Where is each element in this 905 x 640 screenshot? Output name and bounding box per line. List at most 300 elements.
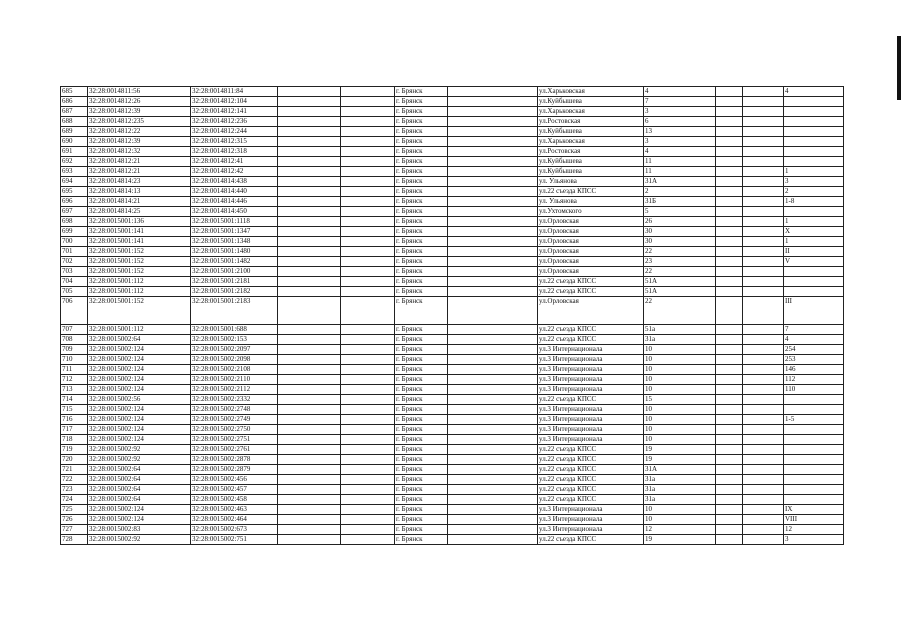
apartment-number-cell [784, 277, 844, 287]
row-number-cell: 728 [61, 535, 88, 545]
apartment-number-cell: 1 [784, 167, 844, 177]
object-cadastral-number-cell: 32:28:0014814:450 [191, 207, 278, 217]
empty-col-7-cell [448, 197, 538, 207]
apartment-number-cell [784, 107, 844, 117]
object-cadastral-number-cell: 32:28:0014812:318 [191, 147, 278, 157]
empty-col-7-cell [448, 297, 538, 325]
empty-col-4-cell [278, 277, 341, 287]
row-number-cell: 695 [61, 187, 88, 197]
object-cadastral-number-cell: 32:28:0014814:440 [191, 187, 278, 197]
object-cadastral-number-cell: 32:28:0015001:2181 [191, 277, 278, 287]
apartment-number-cell [784, 435, 844, 445]
empty-col-10-cell [716, 455, 743, 465]
empty-col-11-cell [743, 127, 784, 137]
apartment-number-cell [784, 495, 844, 505]
street-cell: ул.22 съезда КПСС [538, 325, 644, 335]
object-cadastral-number-cell: 32:28:0015001:2182 [191, 287, 278, 297]
city-cell: г. Брянск [395, 375, 448, 385]
empty-col-4-cell [278, 167, 341, 177]
empty-col-11-cell [743, 177, 784, 187]
empty-col-5-cell [341, 207, 395, 217]
empty-col-10-cell [716, 475, 743, 485]
empty-col-11-cell [743, 227, 784, 237]
street-cell: ул.22 съезда КПСС [538, 395, 644, 405]
street-cell: ул.3 Интернационала [538, 385, 644, 395]
row-number-cell: 706 [61, 297, 88, 325]
object-cadastral-number-cell: 32:28:0015002:2761 [191, 445, 278, 455]
empty-col-5-cell [341, 355, 395, 365]
apartment-number-cell: 3 [784, 535, 844, 545]
empty-col-7-cell [448, 257, 538, 267]
street-cell: ул.22 съезда КПСС [538, 455, 644, 465]
row-number-cell: 711 [61, 365, 88, 375]
apartment-number-cell: 12 [784, 525, 844, 535]
street-cell: ул.3 Интернационала [538, 375, 644, 385]
city-cell: г. Брянск [395, 495, 448, 505]
parcel-cadastral-number-cell: 32:28:0015001:112 [88, 287, 191, 297]
apartment-number-cell: IX [784, 505, 844, 515]
street-cell: ул.22 съезда КПСС [538, 495, 644, 505]
empty-col-7-cell [448, 187, 538, 197]
street-cell: ул.22 съезда КПСС [538, 287, 644, 297]
table-body [61, 87, 844, 545]
empty-col-10-cell [716, 297, 743, 325]
house-number-cell: 26 [644, 217, 716, 227]
street-cell: ул.3 Интернационала [538, 435, 644, 445]
city-cell: г. Брянск [395, 277, 448, 287]
table-row [61, 127, 844, 137]
empty-col-4-cell [278, 157, 341, 167]
street-cell: ул.Куйбышева [538, 167, 644, 177]
empty-col-7-cell [448, 167, 538, 177]
table-row [61, 167, 844, 177]
city-cell: г. Брянск [395, 297, 448, 325]
apartment-number-cell [784, 405, 844, 415]
table-row [61, 325, 844, 335]
street-cell: ул.Куйбышева [538, 97, 644, 107]
street-cell: ул.Ростовская [538, 117, 644, 127]
object-cadastral-number-cell: 32:28:0015001:1118 [191, 217, 278, 227]
house-number-cell: 51А [644, 287, 716, 297]
house-number-cell: 3 [644, 137, 716, 147]
empty-col-10-cell [716, 445, 743, 455]
empty-col-4-cell [278, 247, 341, 257]
empty-col-7-cell [448, 137, 538, 147]
house-number-cell: 13 [644, 127, 716, 137]
house-number-cell: 10 [644, 375, 716, 385]
row-number-cell: 717 [61, 425, 88, 435]
street-cell: ул.22 съезда КПСС [538, 445, 644, 455]
object-cadastral-number-cell: 32:28:0015001:1482 [191, 257, 278, 267]
empty-col-10-cell [716, 277, 743, 287]
parcel-cadastral-number-cell: 32:28:0015002:124 [88, 385, 191, 395]
object-cadastral-number-cell: 32:28:0015002:2749 [191, 415, 278, 425]
table-row [61, 415, 844, 425]
object-cadastral-number-cell: 32:28:0015002:463 [191, 505, 278, 515]
apartment-number-cell: 1 [784, 237, 844, 247]
empty-col-10-cell [716, 237, 743, 247]
row-number-cell: 709 [61, 345, 88, 355]
empty-col-10-cell [716, 495, 743, 505]
empty-col-10-cell [716, 365, 743, 375]
house-number-cell: 10 [644, 425, 716, 435]
empty-col-5-cell [341, 167, 395, 177]
object-cadastral-number-cell: 32:28:0014812:141 [191, 107, 278, 117]
row-number-cell: 698 [61, 217, 88, 227]
row-number-cell: 715 [61, 405, 88, 415]
object-cadastral-number-cell: 32:28:0015002:2332 [191, 395, 278, 405]
table-row [61, 87, 844, 97]
empty-col-4-cell [278, 187, 341, 197]
empty-col-4-cell [278, 365, 341, 375]
parcel-cadastral-number-cell: 32:28:0015002:124 [88, 515, 191, 525]
object-cadastral-number-cell: 32:28:0014812:236 [191, 117, 278, 127]
object-cadastral-number-cell: 32:28:0014812:42 [191, 167, 278, 177]
empty-col-5-cell [341, 425, 395, 435]
table-row [61, 297, 844, 325]
street-cell: ул.3 Интернационала [538, 345, 644, 355]
empty-col-11-cell [743, 217, 784, 227]
apartment-number-cell: 3 [784, 177, 844, 187]
empty-col-4-cell [278, 525, 341, 535]
house-number-cell: 11 [644, 167, 716, 177]
parcel-cadastral-number-cell: 32:28:0014812:21 [88, 167, 191, 177]
empty-col-11-cell [743, 207, 784, 217]
street-cell: ул.Ухтомского [538, 207, 644, 217]
parcel-cadastral-number-cell: 32:28:0014812:39 [88, 137, 191, 147]
street-cell: ул.Орловская [538, 237, 644, 247]
apartment-number-cell: 4 [784, 87, 844, 97]
table-row [61, 385, 844, 395]
parcel-cadastral-number-cell: 32:28:0015001:141 [88, 237, 191, 247]
object-cadastral-number-cell: 32:28:0015002:2097 [191, 345, 278, 355]
parcel-cadastral-number-cell: 32:28:0014812:22 [88, 127, 191, 137]
empty-col-4-cell [278, 257, 341, 267]
empty-col-4-cell [278, 505, 341, 515]
apartment-number-cell [784, 207, 844, 217]
empty-col-10-cell [716, 505, 743, 515]
object-cadastral-number-cell: 32:28:0014811:84 [191, 87, 278, 97]
empty-col-11-cell [743, 525, 784, 535]
empty-col-5-cell [341, 97, 395, 107]
empty-col-7-cell [448, 237, 538, 247]
empty-col-10-cell [716, 525, 743, 535]
empty-col-5-cell [341, 267, 395, 277]
street-cell: ул.Орловская [538, 267, 644, 277]
street-cell: ул.22 съезда КПСС [538, 335, 644, 345]
table-row [61, 435, 844, 445]
empty-col-11-cell [743, 335, 784, 345]
apartment-number-cell [784, 117, 844, 127]
house-number-cell: 15 [644, 395, 716, 405]
row-number-cell: 726 [61, 515, 88, 525]
empty-col-7-cell [448, 267, 538, 277]
empty-col-4-cell [278, 147, 341, 157]
city-cell: г. Брянск [395, 445, 448, 455]
empty-col-10-cell [716, 425, 743, 435]
parcel-cadastral-number-cell: 32:28:0015002:124 [88, 345, 191, 355]
parcel-cadastral-number-cell: 32:28:0015002:64 [88, 485, 191, 495]
empty-col-11-cell [743, 365, 784, 375]
empty-col-10-cell [716, 137, 743, 147]
empty-col-10-cell [716, 207, 743, 217]
empty-col-5-cell [341, 237, 395, 247]
empty-col-11-cell [743, 117, 784, 127]
house-number-cell: 10 [644, 385, 716, 395]
city-cell: г. Брянск [395, 435, 448, 445]
empty-col-10-cell [716, 335, 743, 345]
empty-col-11-cell [743, 355, 784, 365]
empty-col-11-cell [743, 147, 784, 157]
empty-col-11-cell [743, 197, 784, 207]
empty-col-11-cell [743, 87, 784, 97]
row-number-cell: 710 [61, 355, 88, 365]
empty-col-5-cell [341, 435, 395, 445]
empty-col-10-cell [716, 385, 743, 395]
empty-col-4-cell [278, 137, 341, 147]
empty-col-5-cell [341, 257, 395, 267]
empty-col-7-cell [448, 247, 538, 257]
house-number-cell: 11 [644, 157, 716, 167]
empty-col-11-cell [743, 167, 784, 177]
empty-col-10-cell [716, 157, 743, 167]
parcel-cadastral-number-cell: 32:28:0015001:136 [88, 217, 191, 227]
empty-col-7-cell [448, 495, 538, 505]
table-row [61, 365, 844, 375]
table-row [61, 525, 844, 535]
street-cell: ул.3 Интернационала [538, 425, 644, 435]
empty-col-7-cell [448, 227, 538, 237]
empty-col-10-cell [716, 345, 743, 355]
street-cell: ул.Орловская [538, 227, 644, 237]
empty-col-4-cell [278, 425, 341, 435]
parcel-cadastral-number-cell: 32:28:0015002:64 [88, 465, 191, 475]
city-cell: г. Брянск [395, 535, 448, 545]
empty-col-4-cell [278, 455, 341, 465]
row-number-cell: 701 [61, 247, 88, 257]
row-number-cell: 712 [61, 375, 88, 385]
city-cell: г. Брянск [395, 157, 448, 167]
city-cell: г. Брянск [395, 197, 448, 207]
parcel-cadastral-number-cell: 32:28:0014812:32 [88, 147, 191, 157]
parcel-cadastral-number-cell: 32:28:0015002:92 [88, 455, 191, 465]
empty-col-10-cell [716, 147, 743, 157]
house-number-cell: 31А [644, 465, 716, 475]
house-number-cell: 4 [644, 147, 716, 157]
empty-col-11-cell [743, 395, 784, 405]
house-number-cell: 31а [644, 475, 716, 485]
house-number-cell: 51А [644, 277, 716, 287]
object-cadastral-number-cell: 32:28:0015002:751 [191, 535, 278, 545]
house-number-cell: 31а [644, 335, 716, 345]
table-row [61, 345, 844, 355]
empty-col-10-cell [716, 415, 743, 425]
empty-col-5-cell [341, 385, 395, 395]
house-number-cell: 31а [644, 495, 716, 505]
table-row [61, 287, 844, 297]
city-cell: г. Брянск [395, 475, 448, 485]
parcel-cadastral-number-cell: 32:28:0015001:141 [88, 227, 191, 237]
table-row [61, 97, 844, 107]
row-number-cell: 691 [61, 147, 88, 157]
parcel-cadastral-number-cell: 32:28:0015002:124 [88, 405, 191, 415]
empty-col-10-cell [716, 117, 743, 127]
row-number-cell: 688 [61, 117, 88, 127]
table-row [61, 355, 844, 365]
apartment-number-cell [784, 147, 844, 157]
apartment-number-cell: 7 [784, 325, 844, 335]
city-cell: г. Брянск [395, 485, 448, 495]
empty-col-7-cell [448, 505, 538, 515]
empty-col-5-cell [341, 325, 395, 335]
parcel-cadastral-number-cell: 32:28:0015001:152 [88, 297, 191, 325]
row-number-cell: 707 [61, 325, 88, 335]
row-number-cell: 714 [61, 395, 88, 405]
house-number-cell: 19 [644, 445, 716, 455]
street-cell: ул.3 Интернационала [538, 365, 644, 375]
empty-col-4-cell [278, 325, 341, 335]
row-number-cell: 718 [61, 435, 88, 445]
empty-col-11-cell [743, 375, 784, 385]
apartment-number-cell [784, 445, 844, 455]
parcel-cadastral-number-cell: 32:28:0014812:21 [88, 157, 191, 167]
apartment-number-cell [784, 425, 844, 435]
empty-col-10-cell [716, 177, 743, 187]
parcel-cadastral-number-cell: 32:28:0014812:26 [88, 97, 191, 107]
empty-col-4-cell [278, 87, 341, 97]
table-row [61, 177, 844, 187]
row-number-cell: 720 [61, 455, 88, 465]
empty-col-5-cell [341, 365, 395, 375]
apartment-number-cell: V [784, 257, 844, 267]
empty-col-4-cell [278, 207, 341, 217]
house-number-cell: 19 [644, 455, 716, 465]
empty-col-4-cell [278, 107, 341, 117]
street-cell: ул.Харьковская [538, 137, 644, 147]
table-row [61, 157, 844, 167]
object-cadastral-number-cell: 32:28:0015002:2878 [191, 455, 278, 465]
row-number-cell: 725 [61, 505, 88, 515]
apartment-number-cell: 112 [784, 375, 844, 385]
empty-col-10-cell [716, 167, 743, 177]
object-cadastral-number-cell: 32:28:0015002:673 [191, 525, 278, 535]
parcel-cadastral-number-cell: 32:28:0015001:112 [88, 325, 191, 335]
empty-col-7-cell [448, 375, 538, 385]
street-cell: ул.3 Интернационала [538, 525, 644, 535]
row-number-cell: 708 [61, 335, 88, 345]
city-cell: г. Брянск [395, 405, 448, 415]
parcel-cadastral-number-cell: 32:28:0015002:124 [88, 435, 191, 445]
empty-col-11-cell [743, 297, 784, 325]
empty-col-11-cell [743, 435, 784, 445]
empty-col-5-cell [341, 465, 395, 475]
house-number-cell: 31Б [644, 197, 716, 207]
object-cadastral-number-cell: 32:28:0015001:1480 [191, 247, 278, 257]
apartment-number-cell [784, 475, 844, 485]
table-row [61, 405, 844, 415]
empty-col-11-cell [743, 455, 784, 465]
object-cadastral-number-cell: 32:28:0015002:2750 [191, 425, 278, 435]
house-number-cell: 10 [644, 405, 716, 415]
empty-col-11-cell [743, 345, 784, 355]
street-cell: ул.3 Интернационала [538, 515, 644, 525]
empty-col-4-cell [278, 217, 341, 227]
parcel-cadastral-number-cell: 32:28:0015002:64 [88, 335, 191, 345]
city-cell: г. Брянск [395, 187, 448, 197]
table-row [61, 267, 844, 277]
city-cell: г. Брянск [395, 395, 448, 405]
empty-col-7-cell [448, 117, 538, 127]
empty-col-7-cell [448, 207, 538, 217]
apartment-number-cell: X [784, 227, 844, 237]
apartment-number-cell: 253 [784, 355, 844, 365]
street-cell: ул. Ульянова [538, 177, 644, 187]
empty-col-7-cell [448, 287, 538, 297]
empty-col-7-cell [448, 127, 538, 137]
row-number-cell: 686 [61, 97, 88, 107]
table-row [61, 257, 844, 267]
empty-col-5-cell [341, 415, 395, 425]
city-cell: г. Брянск [395, 227, 448, 237]
object-cadastral-number-cell: 32:28:0014812:315 [191, 137, 278, 147]
parcel-cadastral-number-cell: 32:28:0014814:21 [88, 197, 191, 207]
parcel-cadastral-number-cell: 32:28:0015002:124 [88, 375, 191, 385]
object-cadastral-number-cell: 32:28:0015001:2100 [191, 267, 278, 277]
empty-col-10-cell [716, 217, 743, 227]
empty-col-10-cell [716, 87, 743, 97]
empty-col-5-cell [341, 107, 395, 117]
empty-col-11-cell [743, 405, 784, 415]
parcel-cadastral-number-cell: 32:28:0014812:235 [88, 117, 191, 127]
empty-col-10-cell [716, 485, 743, 495]
object-cadastral-number-cell: 32:28:0015001:2183 [191, 297, 278, 325]
parcel-cadastral-number-cell: 32:28:0014814:13 [88, 187, 191, 197]
parcel-cadastral-number-cell: 32:28:0015001:112 [88, 277, 191, 287]
table-row [61, 425, 844, 435]
empty-col-4-cell [278, 535, 341, 545]
empty-col-5-cell [341, 445, 395, 455]
city-cell: г. Брянск [395, 415, 448, 425]
apartment-number-cell [784, 465, 844, 475]
empty-col-10-cell [716, 535, 743, 545]
house-number-cell: 10 [644, 365, 716, 375]
parcel-cadastral-number-cell: 32:28:0015001:152 [88, 257, 191, 267]
empty-col-5-cell [341, 505, 395, 515]
house-number-cell: 51а [644, 325, 716, 335]
house-number-cell: 22 [644, 267, 716, 277]
city-cell: г. Брянск [395, 525, 448, 535]
empty-col-10-cell [716, 107, 743, 117]
city-cell: г. Брянск [395, 515, 448, 525]
parcel-cadastral-number-cell: 32:28:0015002:83 [88, 525, 191, 535]
city-cell: г. Брянск [395, 247, 448, 257]
empty-col-5-cell [341, 177, 395, 187]
empty-col-11-cell [743, 465, 784, 475]
street-cell: ул.3 Интернационала [538, 505, 644, 515]
empty-col-7-cell [448, 415, 538, 425]
house-number-cell: 3 [644, 107, 716, 117]
object-cadastral-number-cell: 32:28:0014814:438 [191, 177, 278, 187]
street-cell: ул.Орловская [538, 257, 644, 267]
city-cell: г. Брянск [395, 177, 448, 187]
empty-col-5-cell [341, 515, 395, 525]
row-number-cell: 704 [61, 277, 88, 287]
row-number-cell: 690 [61, 137, 88, 147]
empty-col-4-cell [278, 267, 341, 277]
house-number-cell: 5 [644, 207, 716, 217]
house-number-cell: 30 [644, 237, 716, 247]
empty-col-11-cell [743, 97, 784, 107]
